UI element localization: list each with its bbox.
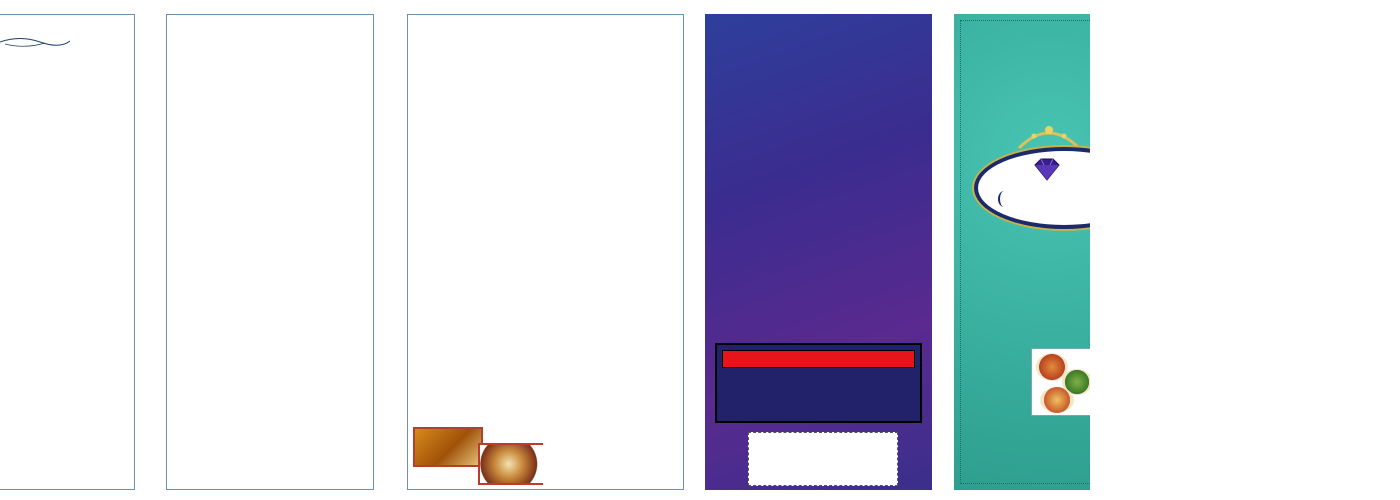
panel-chefs-specials <box>407 14 544 490</box>
cover-food-photo <box>1031 348 1090 416</box>
food-photo-spring-rolls <box>413 427 483 467</box>
panel-curries-mains-seafood <box>166 14 374 490</box>
food-photo-soup <box>478 443 544 485</box>
ornament-flourish <box>0 35 70 49</box>
crown-ornament-icon <box>1014 122 1084 150</box>
panel-starters-soups-salads <box>0 14 135 490</box>
panel-veg-noodles-sides <box>543 14 684 490</box>
cover-panel <box>954 14 1090 490</box>
takeaway-coupon <box>748 432 898 486</box>
logo-swash <box>998 191 1010 207</box>
corkage-title <box>722 350 915 368</box>
sapphire-gem-icon <box>1032 157 1062 181</box>
set-menu-panel <box>705 14 932 490</box>
corkage-box <box>715 343 922 423</box>
